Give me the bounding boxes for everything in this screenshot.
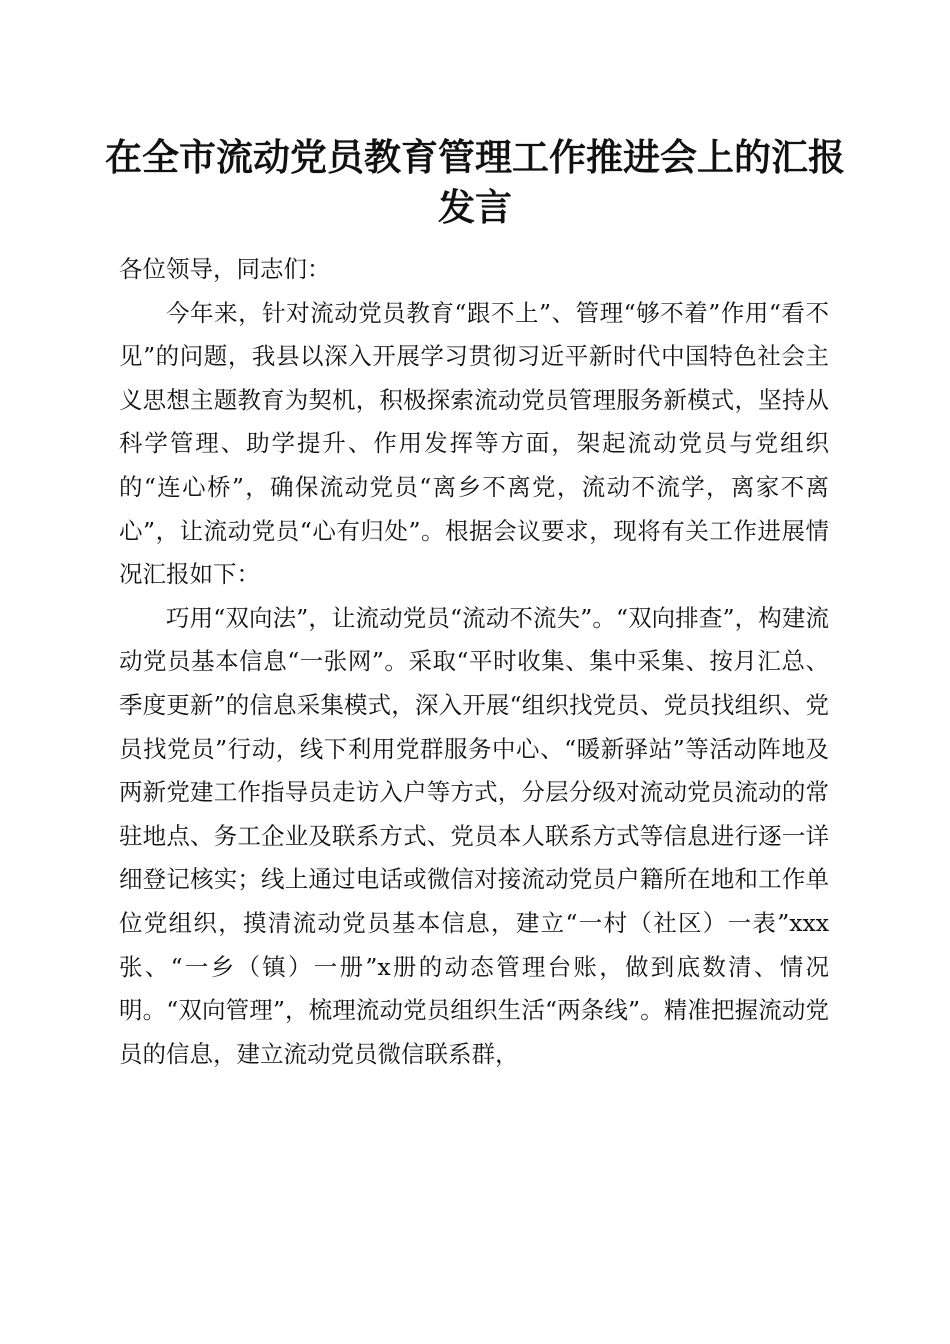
salutation: 各位领导，同志们： xyxy=(119,255,331,283)
paragraph-two-way-method: 巧用“双向法”，让流动党员“流动不流失”。“双向排查”，构建流动党员基本信息“一张网”。采取“平时收集、集中采集、按月汇总、季度更新”的信息采集模式，深入开展“组织找党员、党员找组织、党员找党员”行动，线下利用党群服务中心、“暖新驿站”等活动阵地及两新党建工作指导员走访入户等方式，分层分级对流动党员流动的常驻地点、务工企业及联系方式、党员本人联系方式等信息进行逐一详细登记核实；线上通过电话或微信对接流动党员户籍所在地和工作单位党组织，摸清流动党员基本信息，建立“一村（社区）一表”xxx张、“一乡（镇）一册”x册的动态管理台账，做到底数清、情况明。“双向管理”，梳理流动党员组织生活“两条线”。精准把握流动党员的信息，建立流动党员微信联系群， xyxy=(119,603,829,1068)
paragraph-intro: 今年来，针对流动党员教育“跟不上”、管理“够不着”作用“看不见”的问题，我县以深入开展学习贯彻习近平新时代中国特色社会主义思想主题教育为契机，积极探索流动党员管理服务新模式，坚持从科学管理、助学提升、作用发挥等方面，架起流动党员与党组织的“连心桥”，确保流动党员“离乡不离党，流动不流学，离家不离心”，让流动党员“心有归处”。根据会议要求，现将有关工作进展情况汇报如下： xyxy=(119,298,829,589)
document-body xyxy=(119,248,829,1076)
document-title: 在全市流动党员教育管理工作推进会上的汇报发言 xyxy=(105,135,845,229)
